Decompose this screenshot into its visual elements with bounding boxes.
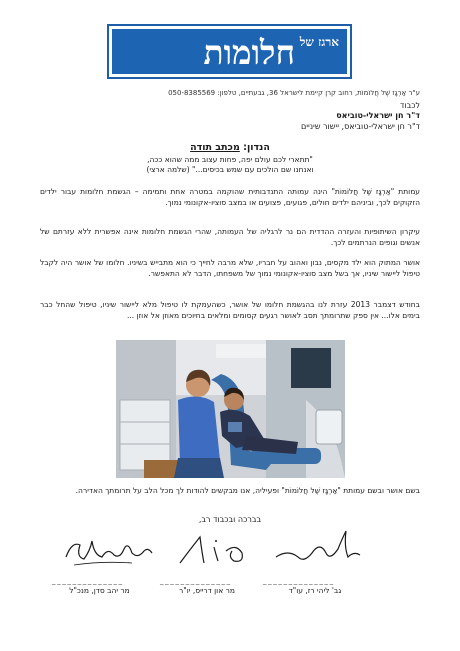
letter-subject [40,142,420,153]
quote-line-1: "תתארי לכם עולם יפה, פחות עצוב ממה שהוא ככה, [147,155,313,164]
logo-background [112,29,347,74]
quote-line-2: ואנחנו שם הולכים עם שמש בכיסים..." (שלמה ארצי) [146,165,314,174]
signatory-name-3: מר יהב סדן, מנכ"ל [69,586,130,595]
subject-text: מכתב תודה [190,142,240,153]
logo-main-text: חלומות [203,33,295,72]
signatory-name-1: גב' ליהי רז, עו"ד [288,586,342,595]
body-paragraph-2: עיקרון השיתופיות והעזרה ההדדית הם נר לרגליה של העמותה, שהרי הגשמת חלומות אינה אפשרית ללא עזרתם של אנשים וגופים הנרתמים לכך. [40,227,420,247]
recipient-greeting: לכבוד [400,101,420,110]
body-paragraph-1: עמותת "אַרְגָּז שֶׁל חֲלוֹמוֹת" הינה עמותה התנדבותית שהוקמה במטרה אחת ותמימה – הגשמת חלומות עבור ילדים הזקוקים לכך, וביניהם ילדים חולים, פגועים, פצועים או במצב סוציו-אקונומי נמוך. [40,187,420,207]
recipient-name: ד"ר חן ישראלי-טוביאס [336,111,420,120]
signature-1-drawing [268,527,363,569]
signature-line-1: _ _ _ _ _ _ _ _ _ _ _ _ _ _ [263,577,333,585]
closing-line: בברכה ובכבוד רב, [198,515,262,524]
body-paragraph-3: אושר המתוק הוא ילד מקסים, נבון ואהוב על חבריו, שלא מרבה לחייך כי הוא מתבייש בשיניו. חלומו של אושר היה לקבל טיפול ליישור שיניו, אך בשל מצב סוציו-אקונומי נמוך של משפחתו, הדבר לא התאפשר. [40,258,420,278]
signature-line-2: _ _ _ _ _ _ _ _ _ _ _ _ _ _ [160,577,230,585]
body-paragraph-5: בשם אושר ובשם עמותת "אַרְגָּז שֶׁל חֲלוֹמוֹת" ופעיליה, אנו מבקשים להודות לך מכל הלב על תרומתך האדירה. [75,486,420,495]
signature-3-drawing [62,527,157,569]
signatory-name-2: מר און דרייס, יו"ר [179,586,235,595]
logo-small-text: ארגז של [299,35,339,49]
letterhead-address: ע"ר אַרְגָּז שֶׁל חֲלוֹמוֹת, רחוב קרן קיימת לישראל 36, גבעתיים, טלפון: 050-8385569 [168,89,420,97]
body-paragraph-4: בחודש דצמבר 2013 עזרת לנו בהגשמת חלומו של אושר, כשהעמקת לו טיפול מלא ליישור שיניו, טיפול שהחל כבר בימים אלו... אין ספק שתרומתך תסב לאושר רגעים קסומים ומלאים בחיוכים מאוזן אל אוזן ... [40,300,420,320]
signature-2-drawing [170,527,265,569]
organization-logo [107,24,352,79]
recipient-clinic: ד"ר חן ישראלי-טוביאס, יישור שיניים [300,122,420,131]
signature-line-3: _ _ _ _ _ _ _ _ _ _ _ _ _ _ [52,577,122,585]
subject-label: הנדון: [243,142,270,153]
photo-illustration [116,340,345,478]
dental-clinic-photo [116,340,345,478]
